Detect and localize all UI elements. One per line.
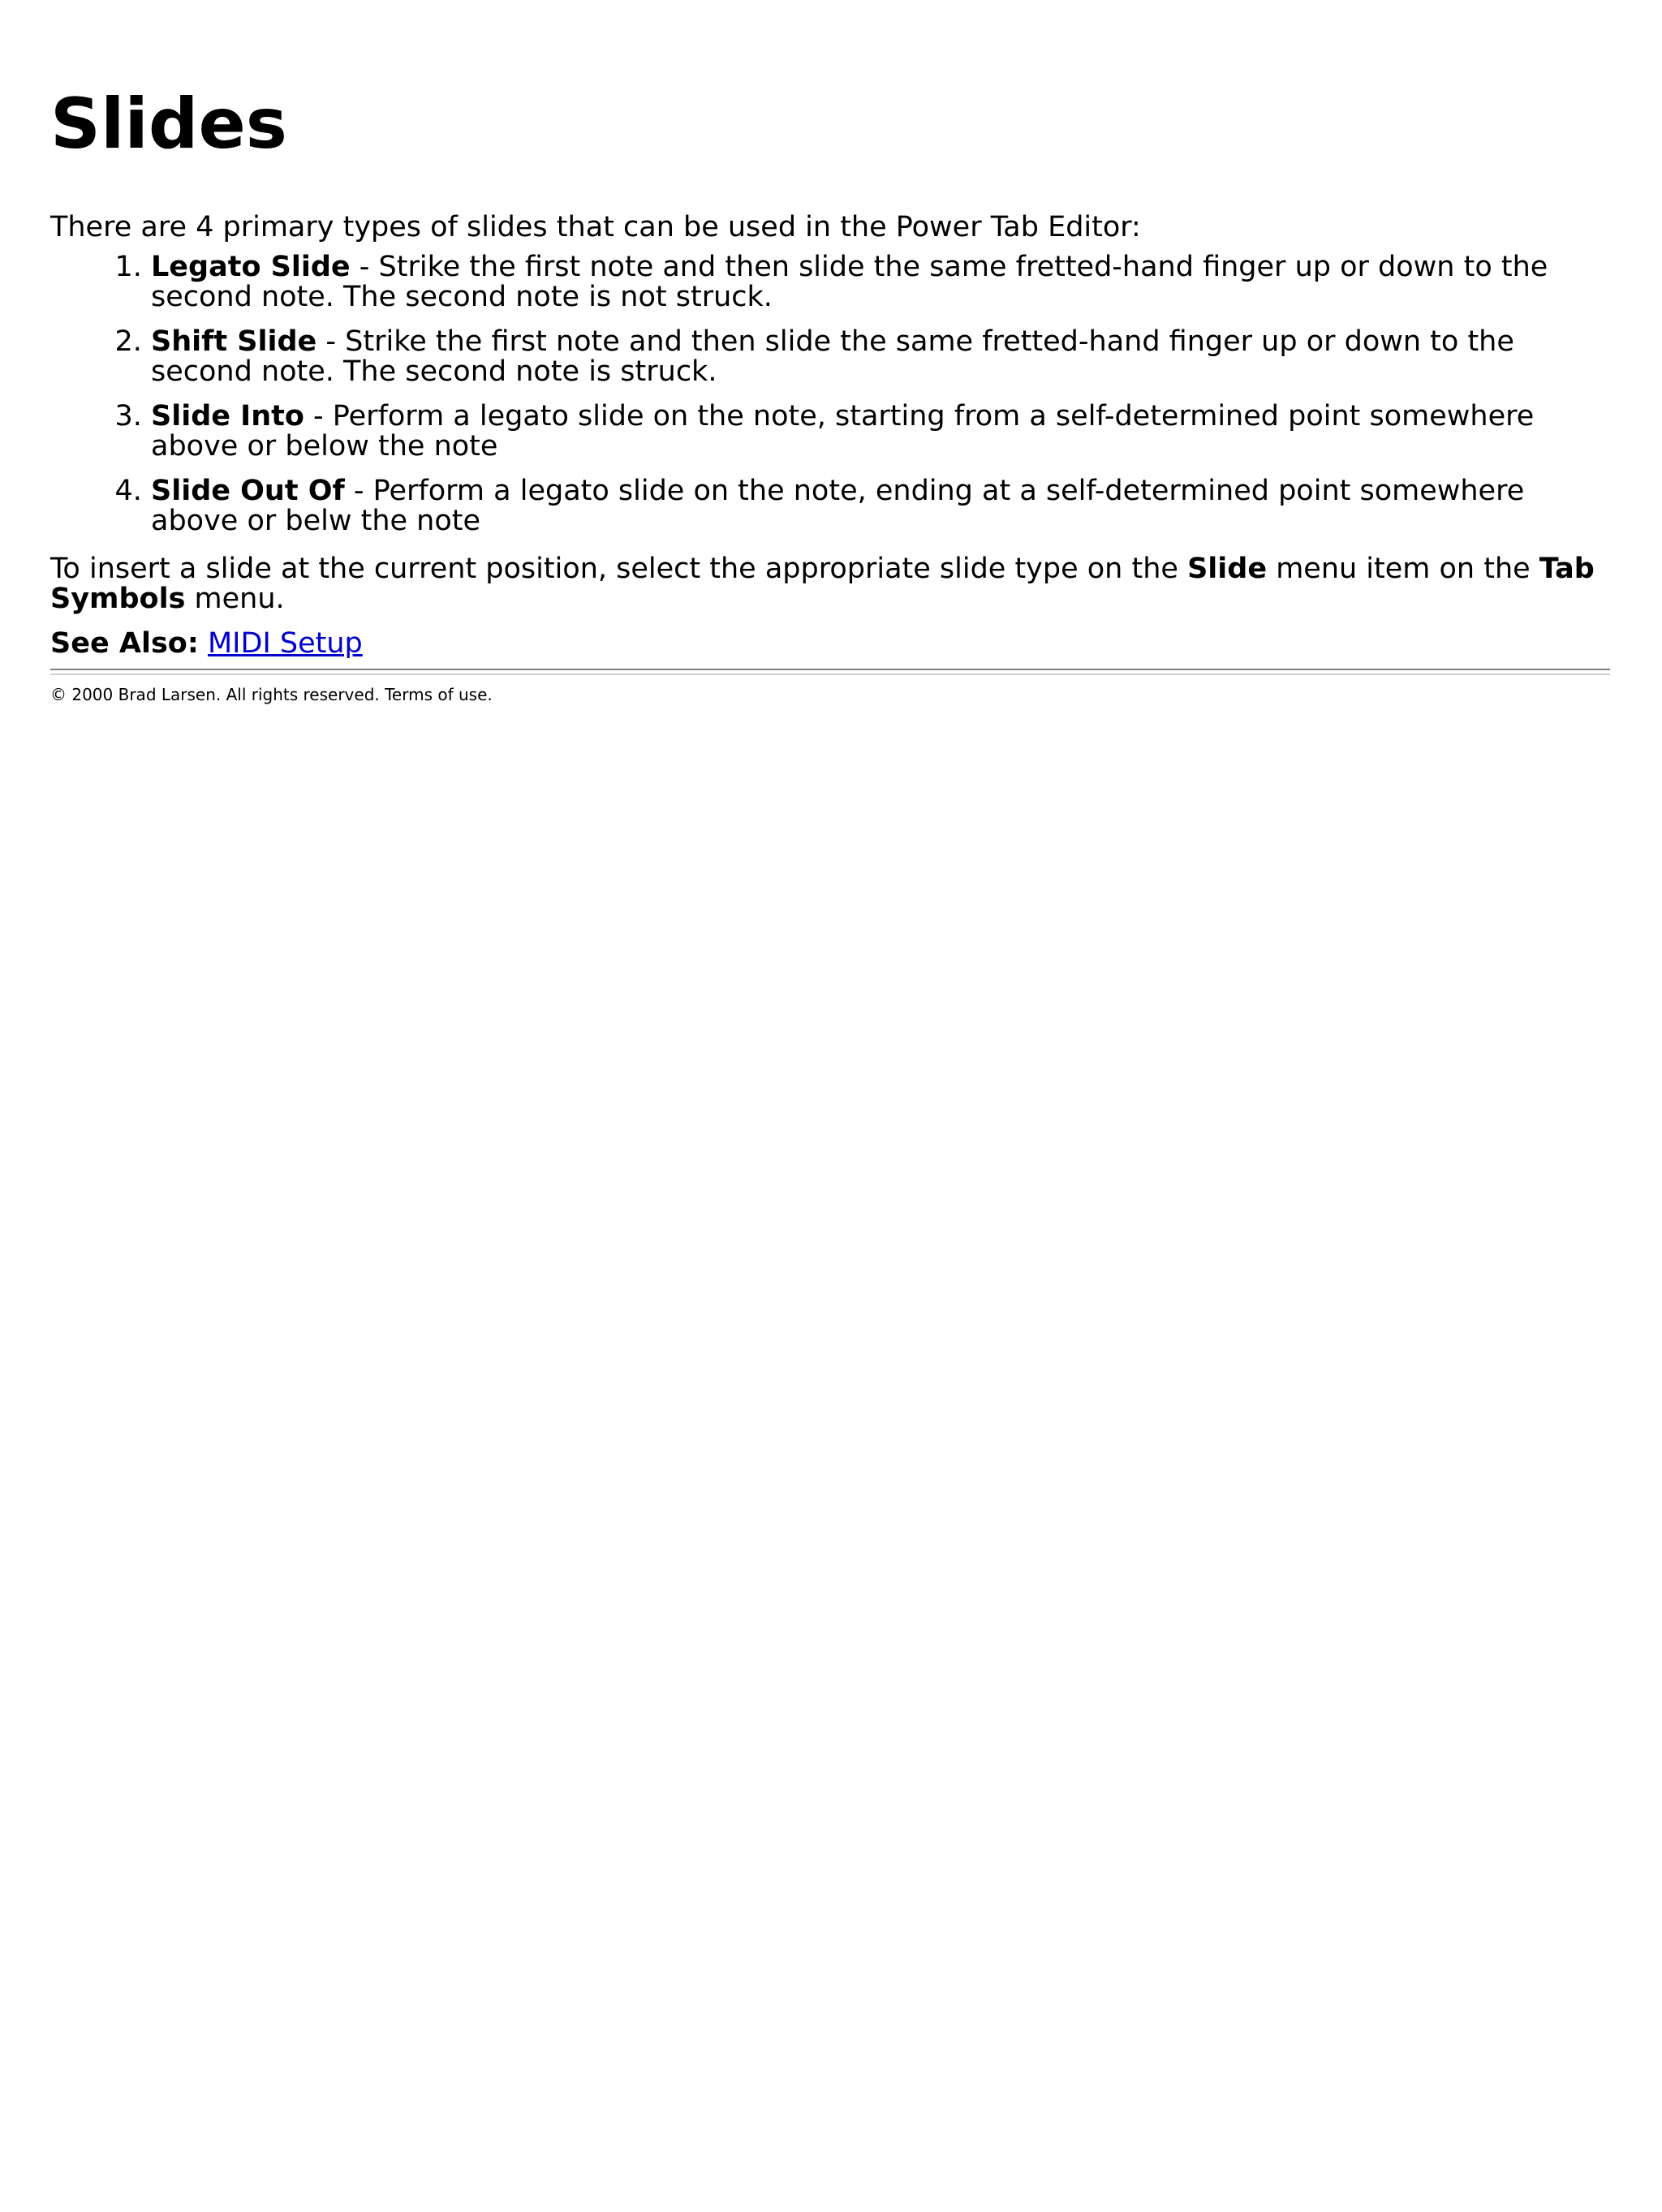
copyright-footer: © 2000 Brad Larsen. All rights reserved. Terms of use. [50,685,493,704]
page-title: Slides [50,84,287,165]
slide-description: - Perform a legato slide on the note, starting from a self-determined point somewhere above or below the note [151,400,1535,463]
slide-menu-item-name: Slide [1187,553,1268,585]
tab-symbols-menu-name: Tab Symbols [50,553,1595,615]
see-also [50,629,1612,659]
list-item [151,402,1612,462]
insert-instructions [50,554,1612,614]
see-also-label: See Also: [50,627,199,660]
slide-term: Shift Slide [151,325,317,358]
slide-description: - Perform a legato slide on the note, ending at a self-determined point somewhere above or belw the note [151,475,1525,537]
slide-description: - Strike the first note and then slide the same fretted-hand finger up or down to the second note. The second note is not struck. [151,251,1548,313]
slide-term: Slide Into [151,400,304,433]
list-item [151,476,1612,536]
midi-setup-link[interactable]: MIDI Setup [207,627,363,660]
insert-text-2: menu item on the [1267,553,1539,585]
slide-types-list [50,252,1612,536]
horizontal-divider [50,669,1610,675]
insert-text-1: To insert a slide at the current position, select the appropriate slide type on the [50,553,1188,585]
help-page [0,0,1662,704]
list-item [151,327,1612,387]
slide-term: Slide Out Of [151,475,345,507]
insert-text-3: menu. [185,583,285,615]
slide-description: - Strike the first note and then slide the same fretted-hand finger up or down to the second note. The second note is struck. [151,325,1514,388]
slide-term: Legato Slide [151,251,351,283]
list-item [151,252,1612,312]
intro-paragraph: There are 4 primary types of slides that can be used in the Power Tab Editor: [50,211,1141,243]
